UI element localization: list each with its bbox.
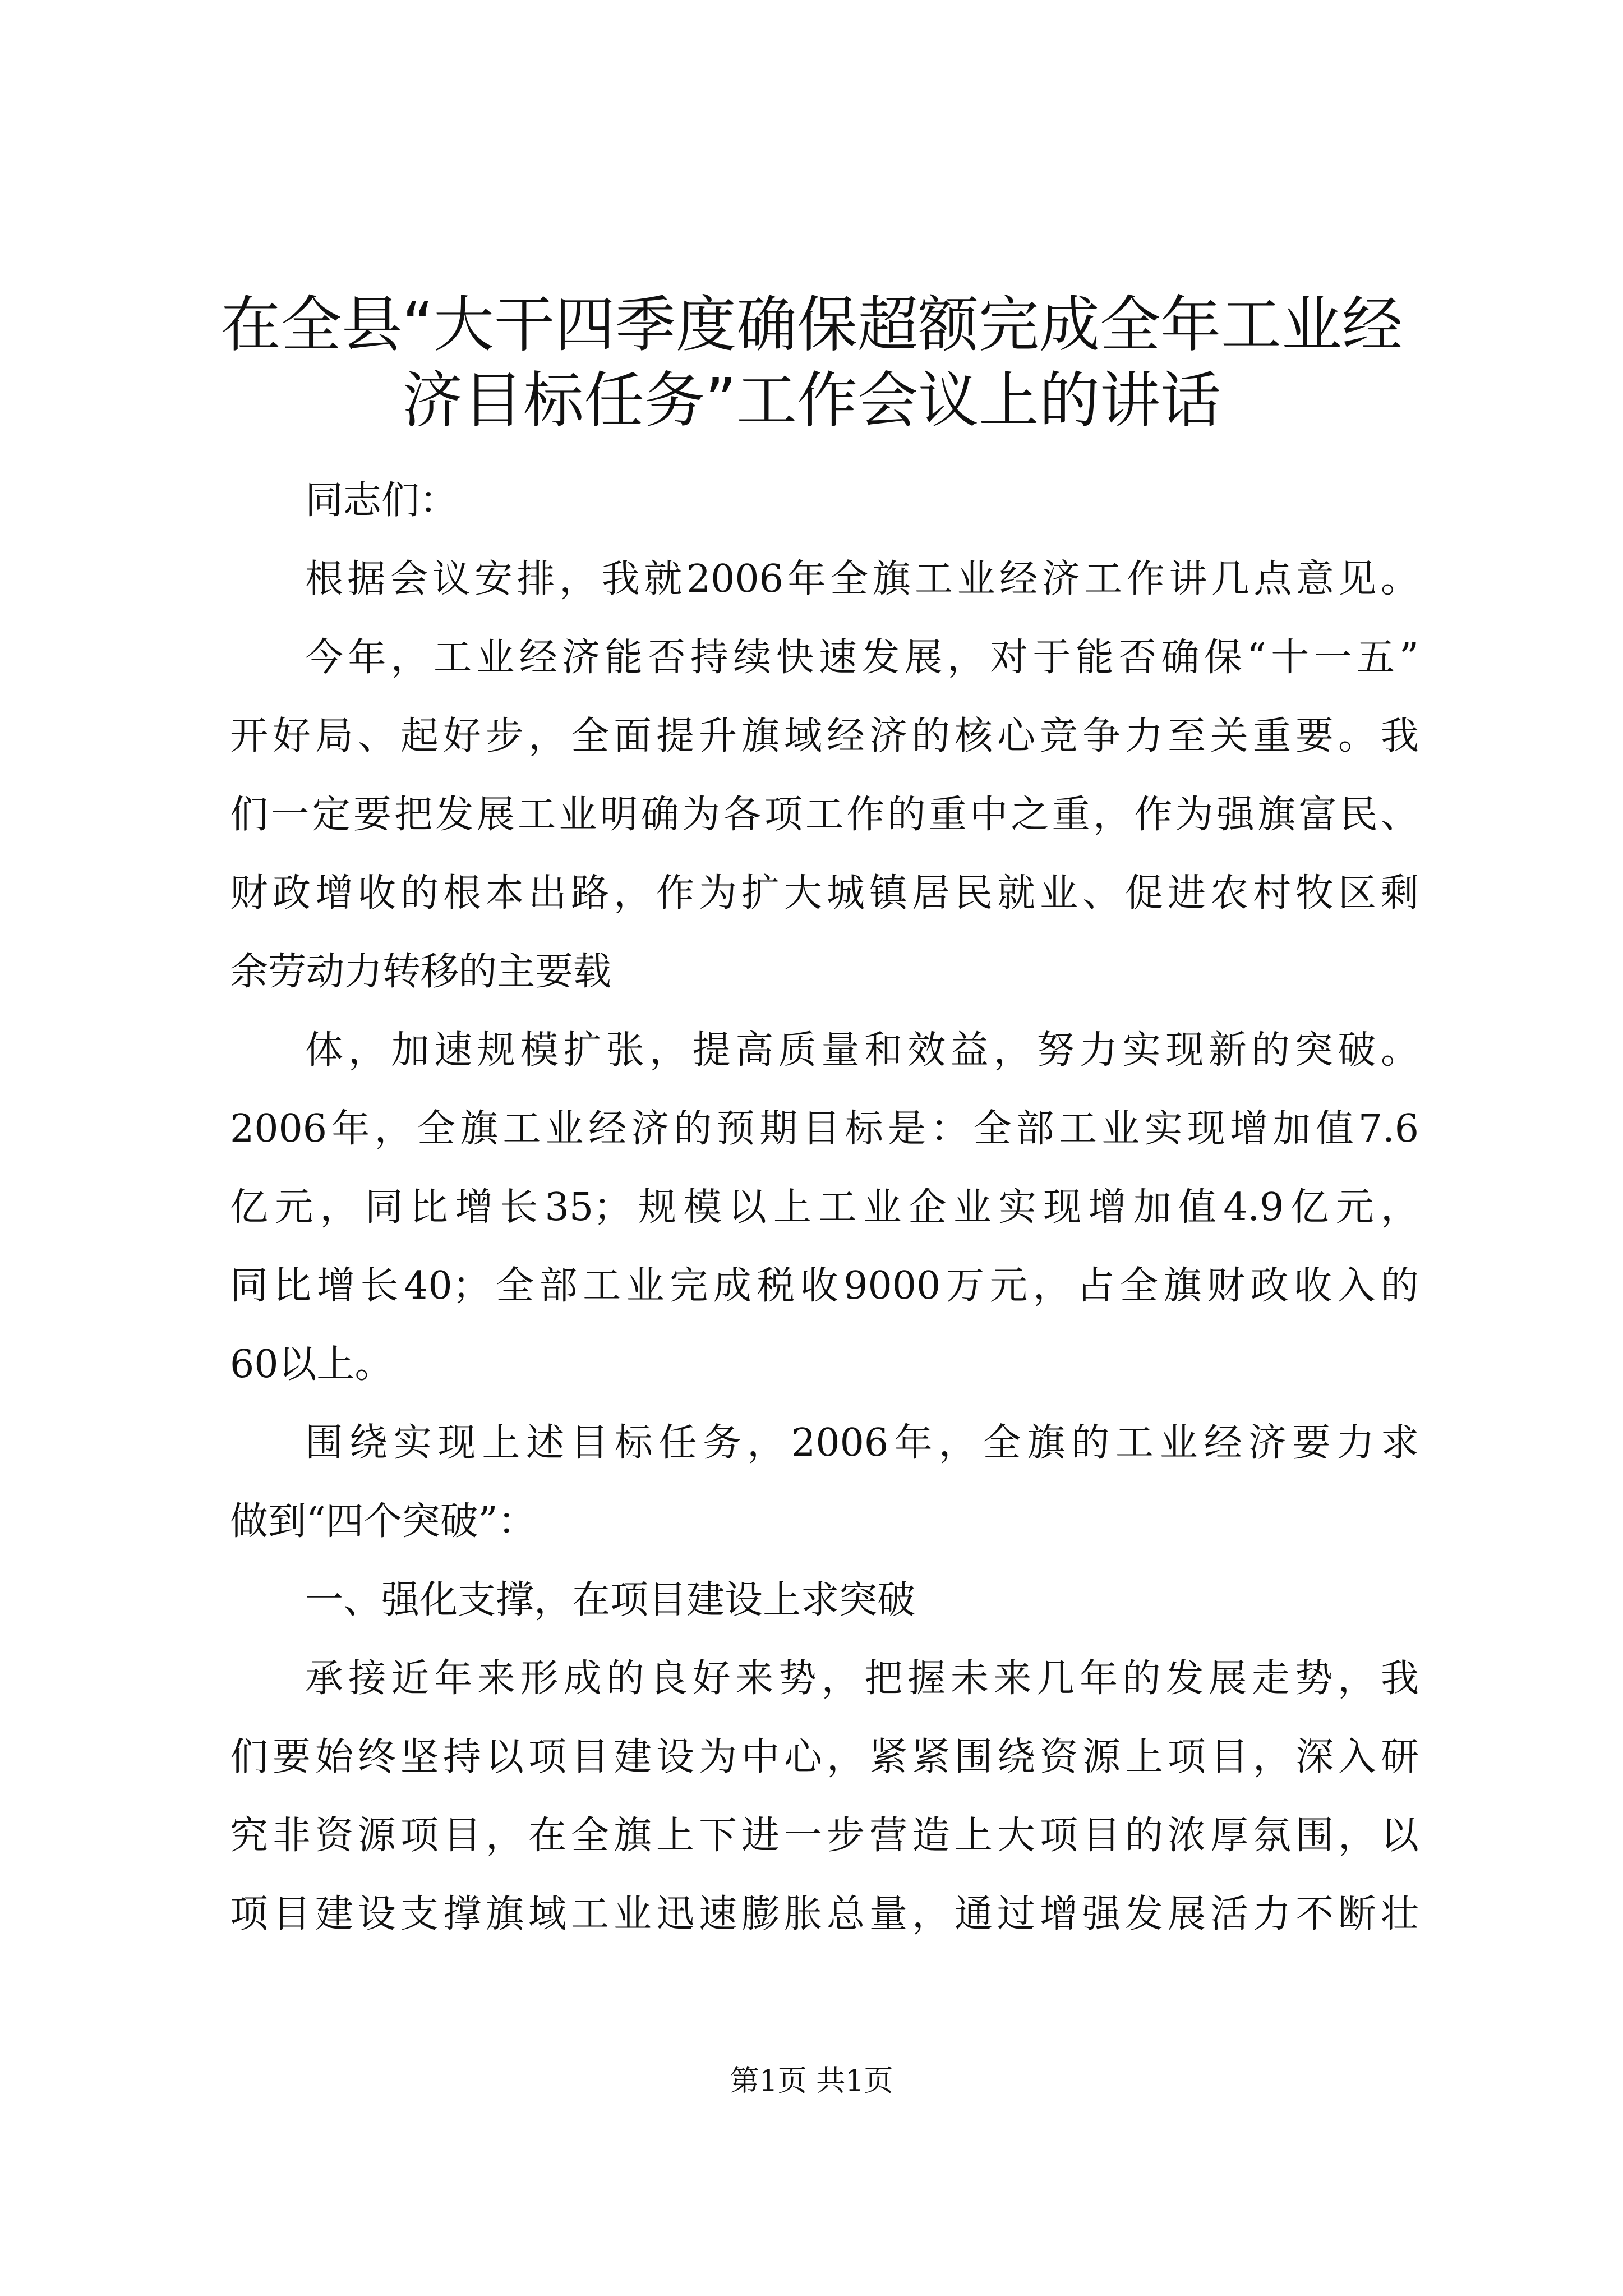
paragraph-line: 同比增长40；全部工业完成税收9000万元，占全旗财政收入的 — [230, 1264, 1419, 1308]
paragraph-line: 承接近年来形成的良好来势，把握未来几年的发展走势，我 — [305, 1657, 1419, 1701]
paragraph-line: 财政增收的根本出路，作为扩大城镇居民就业、促进农村牧区剩 — [230, 871, 1419, 915]
paragraph-line: 项目建设支撑旗域工业迅速膨胀总量，通过增强发展活力不断壮 — [230, 1892, 1419, 1936]
document-title-line-1: 在全县“大干四季度确保超额完成全年工业经 — [220, 290, 1403, 360]
paragraph-line: 亿元，同比增长35；规模以上工业企业实现增加值4.9亿元， — [230, 1185, 1419, 1230]
paragraph-line: 体，加速规模扩张，提高质量和效益，努力实现新的突破。 — [305, 1028, 1419, 1073]
paragraph-line: 们要始终坚持以项目建设为中心，紧紧围绕资源上项目，深入研 — [230, 1735, 1419, 1779]
paragraph-line: 围绕实现上述目标任务，2006年，全旗的工业经济要力求 — [305, 1421, 1419, 1465]
paragraph-line: 60以上。 — [230, 1342, 393, 1387]
paragraph-line: 今年，工业经济能否持续快速发展，对于能否确保“十一五” — [305, 636, 1419, 680]
paragraph-line: 余劳动力转移的主要载 — [230, 950, 612, 994]
paragraph-line: 做到“四个突破”： — [230, 1499, 536, 1544]
paragraph-line: 们一定要把发展工业明确为各项工作的重中之重，作为强旗富民、 — [230, 793, 1419, 837]
document-title-line-2: 济目标任务”工作会议上的讲话 — [402, 366, 1221, 436]
salutation: 同志们： — [305, 478, 458, 523]
section-heading: 一、强化支撑，在项目建设上求突破 — [305, 1578, 916, 1622]
page-number-footer: 第1页 共1页 — [730, 2064, 893, 2098]
paragraph-line: 究非资源项目，在全旗上下进一步营造上大项目的浓厚氛围，以 — [230, 1814, 1419, 1858]
paragraph-line: 2006年，全旗工业经济的预期目标是：全部工业实现增加值7.6 — [230, 1107, 1419, 1151]
paragraph-line: 根据会议安排，我就2006年全旗工业经济工作讲几点意见。 — [305, 557, 1419, 601]
paragraph-line: 开好局、起好步，全面提升旗域经济的核心竞争力至关重要。我 — [230, 714, 1419, 758]
